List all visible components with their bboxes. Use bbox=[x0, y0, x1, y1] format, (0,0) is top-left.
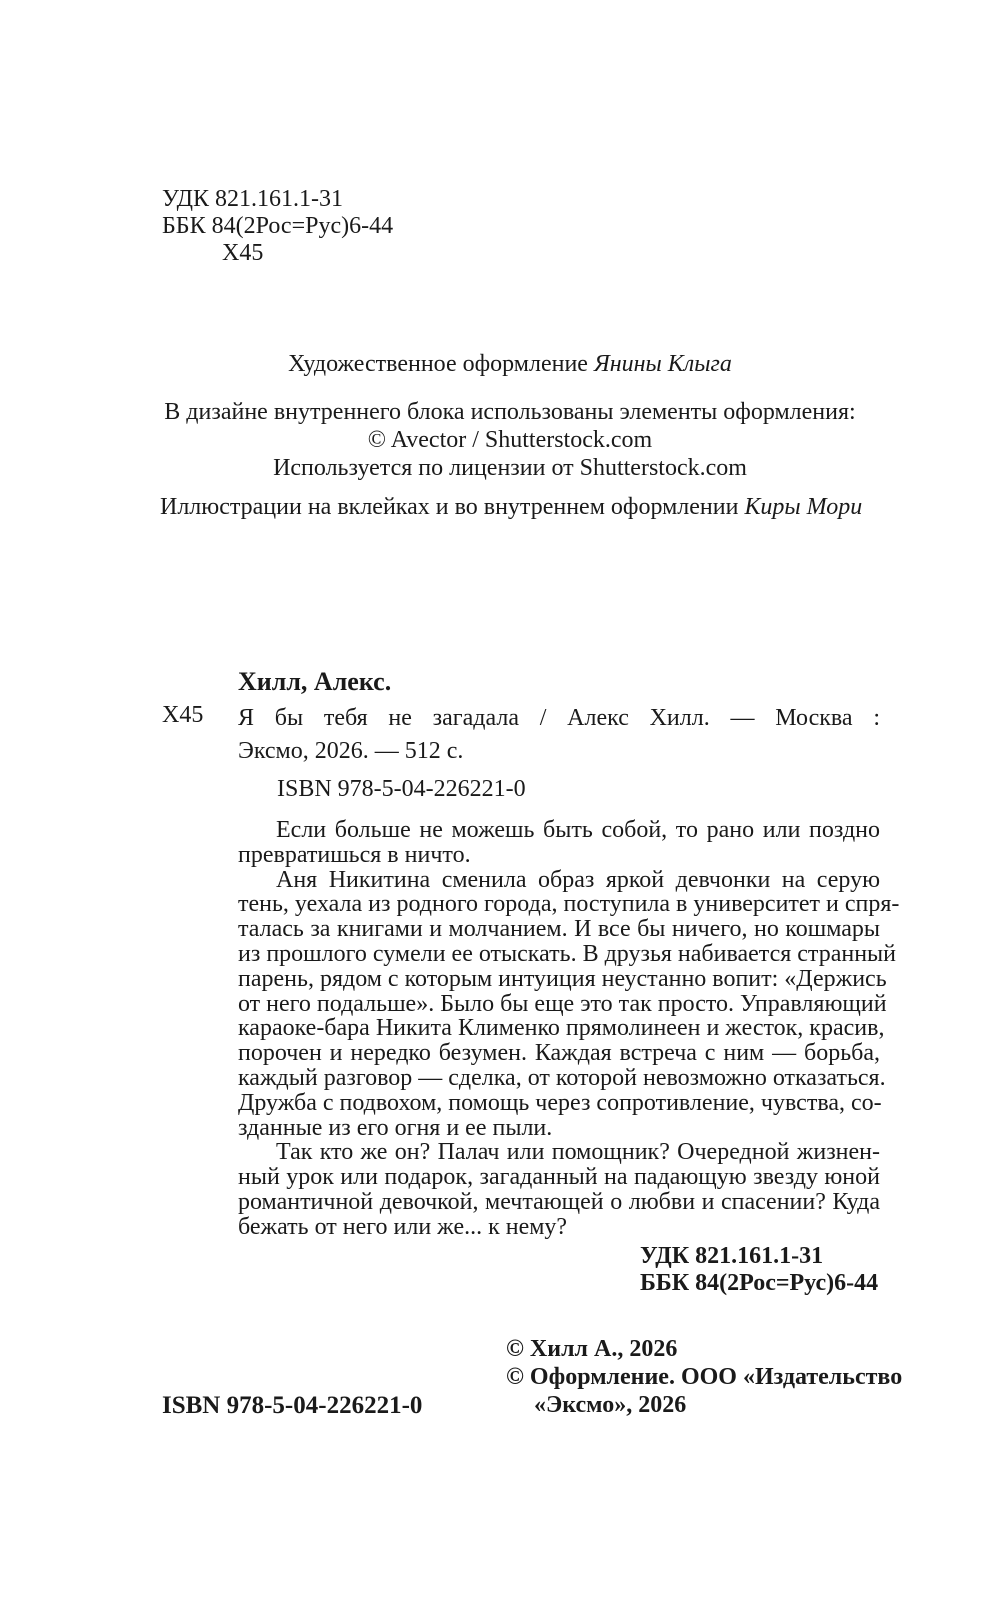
udk-code-bottom: УДК 821.161.1-31 bbox=[640, 1243, 824, 1269]
author-heading: Хилл, Алекс. bbox=[238, 667, 392, 696]
annotation-line: талась за книгами и молчанием. И все бы ничего, но кошмары bbox=[238, 916, 880, 943]
illustration-label: Иллюстрации на вклейках и во внутреннем оформлении bbox=[160, 494, 745, 520]
annotation-line: тень, уехала из родного города, поступила в университет и спря- bbox=[238, 891, 900, 918]
annotation-line: Дружба с подвохом, помощь через сопротивление, чувства, со- bbox=[238, 1089, 882, 1116]
udk-code: УДК 821.161.1-31 bbox=[162, 186, 343, 212]
annotation-line: каждый разговор — сделка, от которой невозможно отказаться. bbox=[238, 1064, 886, 1091]
annotation-line: Если больше не можешь быть собой, то рано или поздно bbox=[276, 817, 880, 843]
art-design-label: Художественное оформление bbox=[288, 351, 594, 377]
license-line: Используется по лицензии от Shutterstock.com bbox=[273, 455, 747, 481]
copyright-block bbox=[506, 1335, 902, 1419]
stock-credit-line: © Avector / Shutterstock.com bbox=[367, 427, 653, 453]
classification-codes-bottom bbox=[640, 1243, 878, 1297]
illustration-credit bbox=[160, 494, 863, 520]
annotation-line: бежать от него или же... к нему? bbox=[238, 1213, 568, 1240]
illustrator-name: Киры Мори bbox=[744, 494, 863, 520]
author-mark: Х45 bbox=[222, 240, 264, 266]
annotation-line: от него подальше». Было бы еще это так просто. Управляющий bbox=[238, 990, 887, 1017]
title-description bbox=[238, 702, 880, 768]
art-design-credit bbox=[160, 352, 860, 377]
bbk-code: ББК 84(2Рос=Рус)6-44 bbox=[162, 213, 394, 239]
annotation-line: Так кто же он? Палач или помощник? Очередной жизнен- bbox=[276, 1139, 880, 1166]
copyright-publisher: «Эксмо», 2026 bbox=[534, 1392, 687, 1418]
annotation-line: превратишься в ничто. bbox=[238, 841, 471, 868]
author-mark-left: Х45 bbox=[162, 702, 204, 728]
isbn-entry: ISBN 978-5-04-226221-0 bbox=[277, 776, 526, 802]
publisher-line: Эксмо, 2026. — 512 с. bbox=[238, 738, 464, 764]
annotation-line: караоке-бара Никита Клименко прямолинеен и жесток, красив, bbox=[238, 1015, 885, 1042]
annotation bbox=[238, 817, 900, 1240]
annotation-line: порочен и нередко безумен. Каждая встреча с ним — борьба, bbox=[238, 1040, 880, 1067]
inner-design-credit bbox=[160, 398, 860, 482]
annotation-line: парень, рядом с которым интуиция неустанно вопит: «Держись bbox=[238, 965, 887, 992]
inner-design-line: В дизайне внутреннего блока использованы элементы оформления: bbox=[164, 399, 856, 425]
copyright-design: © Оформление. ООО «Издательство bbox=[506, 1364, 903, 1390]
annotation-line: из прошлого сумели ее отыскать. В друзья набивается странный bbox=[238, 940, 897, 967]
annotation-line: Аня Никитина сменила образ яркой девчонки на серую bbox=[276, 866, 880, 893]
copyright-author: © Хилл А., 2026 bbox=[506, 1336, 678, 1362]
annotation-line: ный урок или подарок, загаданный на падающую звезду юной bbox=[238, 1164, 880, 1191]
isbn-bottom: ISBN 978-5-04-226221-0 bbox=[162, 1392, 423, 1419]
annotation-line: романтичной девочкой, мечтающей о любви и спасении? Куда bbox=[238, 1188, 880, 1215]
classification-codes-top bbox=[162, 186, 393, 267]
art-designer-name: Янины Клыга bbox=[593, 351, 732, 377]
annotation-line: зданные из его огня и ее пыли. bbox=[238, 1114, 553, 1141]
title-line: Я бы тебя не загадала / Алекс Хилл. — Москва : bbox=[238, 705, 880, 731]
bbk-code-bottom: ББК 84(2Рос=Рус)6-44 bbox=[640, 1270, 879, 1296]
